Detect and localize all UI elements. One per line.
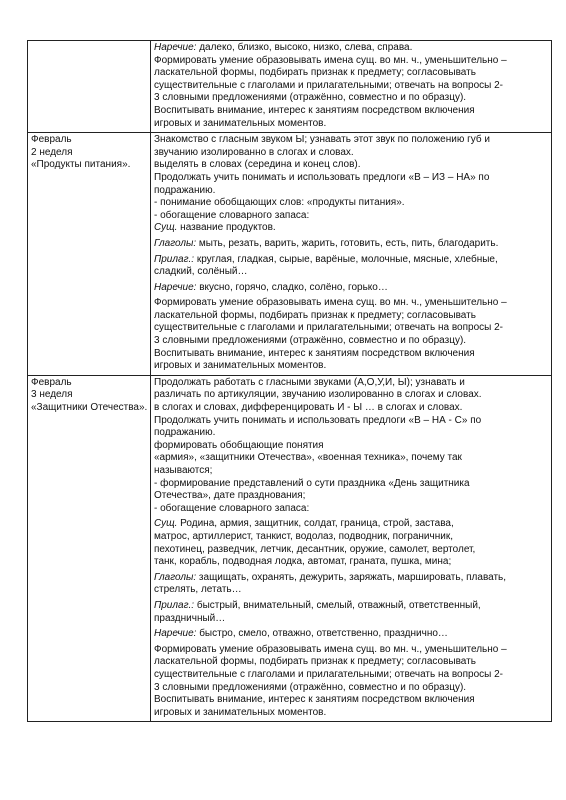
content-line: ласкательной формы, подбирать признак к предмету; согласовывать [154, 309, 476, 321]
content-line [154, 282, 548, 295]
content-line: Формировать умение образовывать имена сущ. во мн. ч., уменьшительно – [154, 54, 507, 66]
term-label: Глаголы: [154, 571, 197, 583]
content-line: пехотинец, разведчик, летчик, десантник, оружие, самолет, вертолет, [154, 543, 476, 555]
term-text: быстро, смело, отважно, ответственно, празднично… [196, 628, 448, 640]
content-line: 3 словными предложениями (отражённо, совместно и по образцу). [154, 335, 467, 347]
content-line: Знакомство с гласным звуком Ы; узнавать этот звук по положению губ и [154, 134, 490, 146]
content-line: 3 словными предложениями (отражённо, совместно и по образцу). [154, 681, 467, 693]
content-line: - обогащение словарного запаса: [154, 502, 310, 514]
period-line: «Защитники Отечества». [31, 402, 148, 414]
content-line: называются; [154, 465, 213, 476]
content-line: Продолжать работать с гласными звуками (А,О,У,И, Ы); узнавать и [154, 376, 465, 388]
term-label: Прилаг.: [154, 599, 195, 611]
content-cell [151, 133, 552, 376]
content-line: - формирование представлений о сути праздника «День защитника [154, 477, 470, 489]
period-line: Февраль [31, 134, 72, 146]
content-line [154, 518, 548, 531]
period-cell [28, 375, 151, 721]
content-line: Продолжать учить понимать и использовать предлоги «В – ИЗ – НА» по [154, 171, 490, 183]
content-line: «армия», «защитники Отечества», «военная техника», почему так [154, 452, 462, 464]
period-line: 2 неделя [31, 146, 73, 158]
term-text: защищать, охранять, дежурить, заряжать, маршировать, плавать, [196, 571, 507, 583]
term-label: Сущ. [154, 518, 178, 530]
period-line: «Продукты питания». [31, 159, 131, 171]
period-cell [28, 133, 151, 376]
content-line: ласкательной формы, подбирать признак к предмету; согласовывать [154, 67, 476, 79]
content-line: праздничный… [154, 612, 226, 624]
content-line: Воспитывать внимание, интерес к занятиям посредством включения [154, 104, 475, 116]
content-line: формировать обобщающие понятия [154, 439, 324, 451]
content-line: игровых и занимательных моментов. [154, 117, 327, 129]
period-line: Февраль [31, 376, 72, 388]
term-text: мыть, резать, варить, жарить, готовить, есть, пить, благодарить. [196, 237, 499, 249]
term-label: Наречие: [154, 42, 197, 53]
term-label: Наречие: [154, 281, 197, 293]
content-line: различать по артикуляции, звучанию изолированно в слогах и словах. [154, 389, 482, 401]
content-line: выделять в словах (середина и конец слов). [154, 159, 361, 171]
document-page [27, 40, 547, 722]
content-line: 3 словными предложениями (отражённо, совместно и по образцу). [154, 92, 467, 104]
term-text: вкусно, горячо, сладко, солёно, горько… [196, 281, 388, 293]
content-line: - обогащение словарного запаса: [154, 209, 310, 221]
content-line: существительные с глаголами и прилагательными; отвечать на вопросы 2- [154, 79, 504, 91]
term-label: Прилаг.: [154, 253, 195, 265]
content-line [154, 628, 548, 641]
content-line [154, 572, 548, 585]
content-line: существительные с глаголами и прилагательными; отвечать на вопросы 2- [154, 322, 504, 334]
content-line: ласкательной формы, подбирать признак к предмету; согласовывать [154, 656, 476, 668]
table-row [28, 375, 552, 721]
content-line: матрос, артиллерист, танкист, водолаз, подводник, пограничник, [154, 530, 453, 542]
content-line: подражанию. [154, 427, 216, 439]
content-line: Формировать умение образовывать имена сущ. во мн. ч., уменьшительно – [154, 643, 507, 655]
content-line [154, 238, 548, 251]
term-label: Наречие: [154, 628, 197, 640]
content-line [154, 42, 548, 55]
term-text: название продуктов. [177, 222, 276, 234]
content-line: танк, корабль, подводная лодка, автомат, граната, пушка, мина; [154, 556, 452, 568]
content-line [154, 222, 548, 235]
table-row [28, 41, 552, 133]
lesson-plan-table [27, 40, 552, 722]
period-line: 3 неделя [31, 389, 73, 401]
content-line: Отечества», дате празднования; [154, 490, 306, 502]
term-text: быстрый, внимательный, смелый, отважный, ответственный, [194, 599, 481, 611]
term-text: круглая, гладкая, сырые, варёные, молочные, мясные, хлебные, [194, 253, 498, 265]
content-line: сладкий, солёный… [154, 266, 248, 278]
content-cell [151, 375, 552, 721]
period-cell [28, 41, 151, 133]
term-text: далеко, близко, высоко, низко, слева, справа. [196, 42, 413, 53]
content-line: Воспитывать внимание, интерес к занятиям посредством включения [154, 347, 475, 359]
term-text: Родина, армия, защитник, солдат, граница, строй, застава, [177, 518, 454, 530]
content-line: игровых и занимательных моментов. [154, 706, 327, 718]
content-line: подражанию. [154, 184, 216, 196]
table-row [28, 133, 552, 376]
content-line: Воспитывать внимание, интерес к занятиям посредством включения [154, 694, 475, 706]
content-line [154, 600, 548, 613]
content-line: Продолжать учить понимать и использовать предлоги «В – НА - С» по [154, 414, 482, 426]
content-line: существительные с глаголами и прилагательными; отвечать на вопросы 2- [154, 668, 504, 680]
term-label: Глаголы: [154, 237, 197, 249]
term-label: Сущ. [154, 222, 178, 234]
content-line: стрелять, летать… [154, 584, 242, 596]
content-line: Формировать умение образовывать имена сущ. во мн. ч., уменьшительно – [154, 297, 507, 309]
content-line [154, 254, 548, 267]
content-line: звучанию изолированно в слогах и словах. [154, 146, 354, 158]
content-line: в слогах и словах, дифференцировать И - Ы … в слогах и словах. [154, 402, 463, 414]
content-cell [151, 41, 552, 133]
content-line: - понимание обобщающих слов: «продукты питания». [154, 197, 405, 209]
content-line: игровых и занимательных моментов. [154, 360, 327, 372]
